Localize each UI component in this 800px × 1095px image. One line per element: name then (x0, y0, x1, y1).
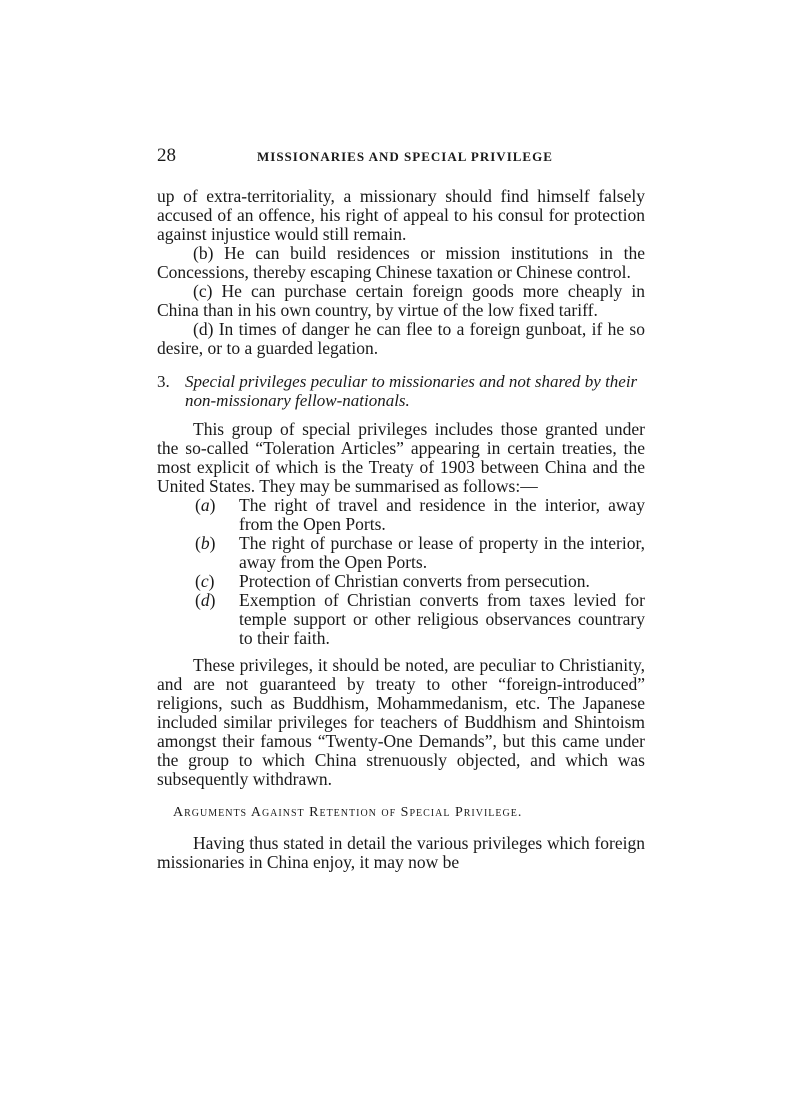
book-page (157, 145, 645, 872)
section-heading: Arguments Against Retention of Special Privilege. (173, 805, 523, 820)
privileges-paragraph: These privileges, it should be noted, are peculiar to Christianity, and are not guaranteed by treaty to other “foreign-introduced” religions, such as Buddhism, Mohammedanism, etc. The Japanese included similar privileges for teachers of Buddhism and Shintoism amongst their famous “Twenty-One Demands”, but this came under the group to which China strenuously objected, and which was subsequently withdrawn. (157, 655, 645, 789)
section-3-title: Special privileges peculiar to missionaries and not shared by their non-missionary fellow-nationals. (185, 372, 638, 410)
list-item: (d) Exemption of Christian converts from taxes levied for temple support or other religious observances countrary to their faith. (195, 590, 645, 648)
list-item-text: The right of travel and residence in the interior, away from the Open Ports. (239, 495, 645, 534)
list-item-text: Exemption of Christian converts from taxes levied for temple support or other religious observances countrary to their faith. (239, 590, 645, 648)
final-paragraph: Having thus stated in detail the various privileges which foreign missionaries in China enjoy, it may now be (157, 833, 645, 872)
point-b-paragraph: (b) He can build residences or mission institutions in the Concessions, thereby escaping Chinese taxation or Chinese control. (157, 243, 645, 282)
page-number: 28 (157, 145, 176, 166)
list-item-label: c (200, 571, 209, 591)
section-3-heading (157, 372, 645, 410)
list-item-text: The right of purchase or lease of property in the interior, away from the Open Ports. (239, 533, 645, 572)
list-item: (a) The right of travel and residence in the interior, away from the Open Ports. (195, 495, 645, 534)
point-c-paragraph: (c) He can purchase certain foreign goods more cheaply in China than in his own country, by virtue of the low fixed tariff. (157, 281, 645, 320)
privilege-list (157, 496, 645, 648)
list-item-label: b (200, 533, 210, 553)
point-d-paragraph: (d) In times of danger he can flee to a foreign gunboat, if he so desire, or to a guarded legation. (157, 319, 645, 358)
group-paragraph: This group of special privileges includes those granted under the so-called “Toleration Articles” appearing in certain treaties, the most explicit of which is the Treaty of 1903 between China and the United States. They may be summarised as follows:— (157, 419, 645, 496)
intro-paragraph: up of extra-territoriality, a missionary should find himself falsely accused of an offence, his right of appeal to his consul for protection against injustice would still remain. (157, 186, 645, 244)
section-3-number: 3. (157, 372, 170, 391)
list-item-label: a (200, 495, 210, 515)
list-item-label: d (200, 590, 210, 610)
list-item: (c) Protection of Christian converts from persecution. (195, 572, 645, 591)
list-item-text: Protection of Christian converts from persecution. (239, 571, 590, 591)
running-head: MISSIONARIES AND SPECIAL PRIVILEGE (257, 149, 553, 164)
list-item: (b) The right of purchase or lease of property in the interior, away from the Open Ports. (195, 533, 645, 572)
page-header (157, 145, 645, 167)
